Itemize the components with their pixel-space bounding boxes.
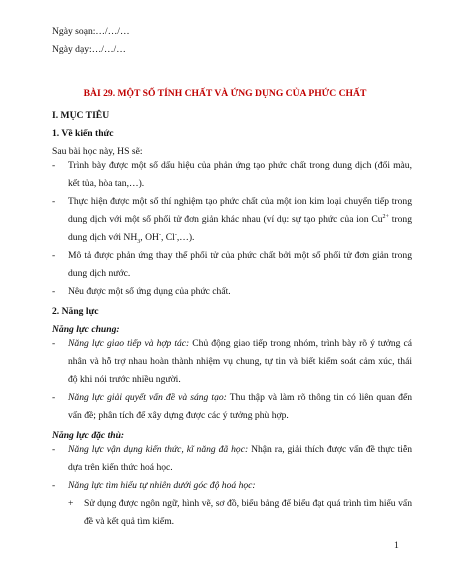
heading-competence: 2. Năng lực <box>52 306 99 317</box>
knowledge-item-1: - Trình bày được một số dấu hiệu của phản ứng tạo phức chất trong dung dịch (đổi màu, kết tủa, hòa tan,…). <box>52 160 412 189</box>
general-item-1: - Năng lực giao tiếp và hợp tác: Chủ động giao tiếp trong nhóm, trình bày rõ ý tưởng cá nhân và hỗ trợ nhau hoàn thành nhiệm vụ chung, tự tin và biết kiểm soát cảm xúc, thái độ khi nói trước nhiều người. <box>52 338 412 385</box>
special-subitem-1: + Sử dụng được ngôn ngữ, hình vẽ, sơ đồ, biểu bảng để biểu đạt quá trình tìm hiểu vấn đề và kết quả tìm kiếm. <box>68 498 412 527</box>
teach-date: Ngày dạy:…/…/… <box>52 44 126 55</box>
heading-general-competence: Năng lực chung: <box>52 324 120 335</box>
section-objectives: I. MỤC TIÊU <box>52 110 110 121</box>
cu-ion-text: $Cu^{2+}$ trong dung dịch với $NH_3$, OH-, Cl-,…). <box>68 213 412 245</box>
special-item-1: - Năng lực vận dụng kiến thức, kĩ năng đã học: Nhận ra, giải thích được vấn đề thực tiễn dựa trên kiến thức hoá học. <box>52 444 413 473</box>
knowledge-item-4: - Nêu được một số ứng dụng của phức chất. <box>52 286 231 297</box>
page-number: 1 <box>394 540 399 551</box>
knowledge-item-3: - Mô tả được phản ứng thay thế phối tử của phức chất bởi một số phối tử đơn giản trong dung dịch nước. <box>52 250 412 279</box>
heading-special-competence: Năng lực đặc thù: <box>52 430 125 441</box>
knowledge-item-2: - Thực hiện được một số thí nghiệm tạo phức chất của một ion kim loại chuyển tiếp trong dung dịch với một số phối tử đơn giản khác nhau (ví dụ: sự tạo phức của ion $Cu^{2+}$ trong dung dịch với $NH_3$, OH-, Cl-,…). <box>52 196 412 245</box>
prep-date: Ngày soạn:…/…/… <box>52 26 130 37</box>
lesson-title: BÀI 29. MỘT SỐ TÍNH CHẤT VÀ ỨNG DỤNG CỦA PHỨC CHẤT <box>83 88 367 99</box>
general-item-2: - Năng lực giải quyết vấn đề và sáng tạo: Thu thập và làm rõ thông tin có liên quan đến vấn đề; phân tích để xây dựng được các ý tưởng phù hợp. <box>52 392 412 421</box>
heading-knowledge: 1. Về kiến thức <box>52 128 114 139</box>
special-item-2: - Năng lực tìm hiểu tự nhiên dưới góc độ hoá học: <box>52 480 256 491</box>
intro-text: Sau bài học này, HS sẽ: <box>52 146 143 157</box>
